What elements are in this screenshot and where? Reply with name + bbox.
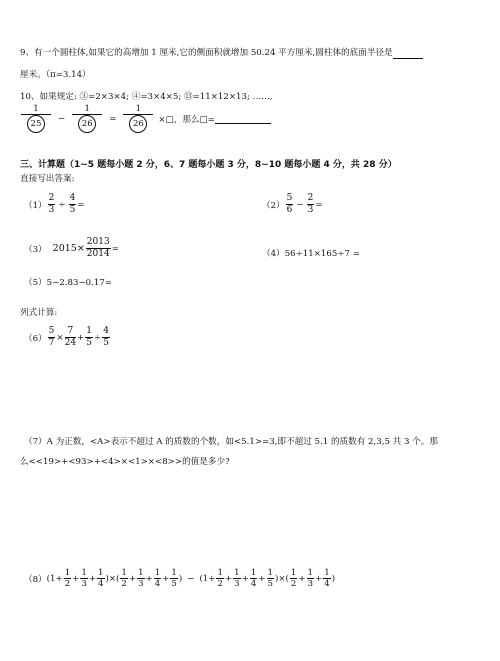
question-10-intro: 10、如果规定: ③=2×3×4; ④=3×4×5; ⑬=11×12×13; ……, <box>20 92 273 102</box>
open-paren: (1+ <box>199 573 216 584</box>
section-3-subtitle-direct: 直接写出答案: <box>20 174 75 184</box>
plus-sign: + <box>241 573 249 584</box>
problem-2 <box>262 193 323 216</box>
fraction: $\frac{1}{4}$ <box>98 568 104 589</box>
question-10-equation <box>20 104 271 133</box>
fraction-1-over-circled-26-b: $\frac{1}{26}$ <box>123 104 153 133</box>
fraction: $\frac{1}{2}$ <box>64 568 71 589</box>
equals-sign: = <box>111 243 119 254</box>
problem-4: （4）56÷11×165÷7 = <box>262 249 360 259</box>
fraction: $\frac{1}{3}$ <box>234 568 240 589</box>
section-3-subtitle-formula: 列式计算: <box>20 308 58 318</box>
problem-5: （5）5−2.83−0.17= <box>24 278 112 288</box>
fraction: $\frac{5}{6}$ <box>286 193 293 215</box>
fraction: $\frac{1}{5}$ <box>86 326 92 348</box>
fraction: $\frac{1}{4}$ <box>154 568 161 589</box>
fraction: $\frac{2}{3}$ <box>307 193 314 215</box>
plus-sign: + <box>145 573 153 584</box>
plus-sign: + <box>298 573 306 584</box>
fraction: $\frac{1}{2}$ <box>217 568 223 589</box>
divide-sign: ÷ <box>93 332 102 343</box>
problem-6-label: （6） <box>24 333 47 344</box>
circled-number-26: 26 <box>129 115 147 133</box>
fraction: $\frac{1}{2}$ <box>290 568 297 589</box>
plus-sign: + <box>128 573 137 584</box>
problem-7-line1: （7）A 为正数，<A>表示不超过 A 的质数的个数，如<5.1>=3,即不超过 5.1 的质数有 2,3,5 共 3 个。那 <box>24 437 438 447</box>
question-9-line1 <box>20 46 423 59</box>
equals-sign: = <box>77 199 85 210</box>
plus-sign: + <box>315 573 323 584</box>
equals-sign: = <box>315 199 323 210</box>
problem-6 <box>24 326 111 349</box>
minus-sign: − <box>187 573 195 584</box>
section-3-title: 三、计算题（1~5 题每小题 2 分，6、7 题每小题 3 分，8~10 题每小题 4 分，共 28 分） <box>20 160 397 170</box>
fraction: $\frac{2013}{2014}$ <box>86 237 110 259</box>
problem-8-label: （8） <box>24 574 47 585</box>
plus-sign: + <box>258 573 266 584</box>
close-paren-times: )×( <box>105 573 120 584</box>
fraction: $\frac{2}{3}$ <box>48 193 55 215</box>
problem-3-whole: 2015× <box>52 243 85 254</box>
fraction: $\frac{1}{5}$ <box>171 568 177 589</box>
problem-7-line2: 么<<19>+<93>+<4>×<1>×<8>>的值是多少? <box>20 457 230 467</box>
multiply-sign: × <box>56 332 64 343</box>
answer-blank-q10[interactable] <box>215 113 271 124</box>
fraction: $\frac{1}{2}$ <box>121 568 127 589</box>
fraction: $\frac{1}{4}$ <box>324 568 330 589</box>
fraction: $\frac{4}{5}$ <box>69 193 76 215</box>
fraction: $\frac{5}{7}$ <box>48 326 55 348</box>
fraction: $\frac{1}{3}$ <box>81 568 87 589</box>
fraction-1-over-circled-25: $\frac{1}{25}$ <box>21 104 51 133</box>
minus-sign: − <box>58 113 66 124</box>
fraction: $\frac{1}{5}$ <box>267 568 273 589</box>
plus-sign: + <box>77 332 85 343</box>
question-9-text: 9、有一个圆柱体,如果它的高增加 1 厘米,它的侧面积就增加 50.24 平方厘米,圆柱体的底面半径是 <box>20 48 393 58</box>
fraction: $\frac{1}{4}$ <box>250 568 257 589</box>
problem-1 <box>24 193 85 216</box>
open-paren: (1+ <box>46 573 63 584</box>
plus-sign: + <box>88 573 97 584</box>
plus-sign: + <box>224 573 233 584</box>
problem-3 <box>24 237 119 260</box>
equals-sign: = <box>109 113 117 124</box>
plus-sign: + <box>162 573 170 584</box>
problem-1-label: （1） <box>24 200 47 211</box>
question-9-line2: 厘米。（π=3.14） <box>20 70 91 80</box>
problem-8 <box>24 568 335 589</box>
close-paren: ) <box>331 573 336 584</box>
problem-3-label: （3） <box>24 244 47 255</box>
close-paren-times: )×( <box>274 573 289 584</box>
circled-number-26: 26 <box>78 115 96 133</box>
fraction-1-over-circled-26-a: $\frac{1}{26}$ <box>72 104 102 133</box>
circled-number-25: 25 <box>27 115 45 133</box>
plus-sign: + <box>72 573 80 584</box>
minus-sign: − <box>296 199 304 210</box>
problem-2-label: （2） <box>262 200 285 211</box>
question-10-tail: ×□，那么□= <box>158 114 215 125</box>
divide-sign: ÷ <box>58 199 66 210</box>
close-paren: ) <box>178 573 183 584</box>
fraction: $\frac{7}{24}$ <box>64 326 77 348</box>
fraction: $\frac{1}{3}$ <box>307 568 314 589</box>
fraction: $\frac{4}{5}$ <box>103 326 109 348</box>
answer-blank-q9[interactable] <box>393 48 423 59</box>
fraction: $\frac{1}{3}$ <box>138 568 144 589</box>
